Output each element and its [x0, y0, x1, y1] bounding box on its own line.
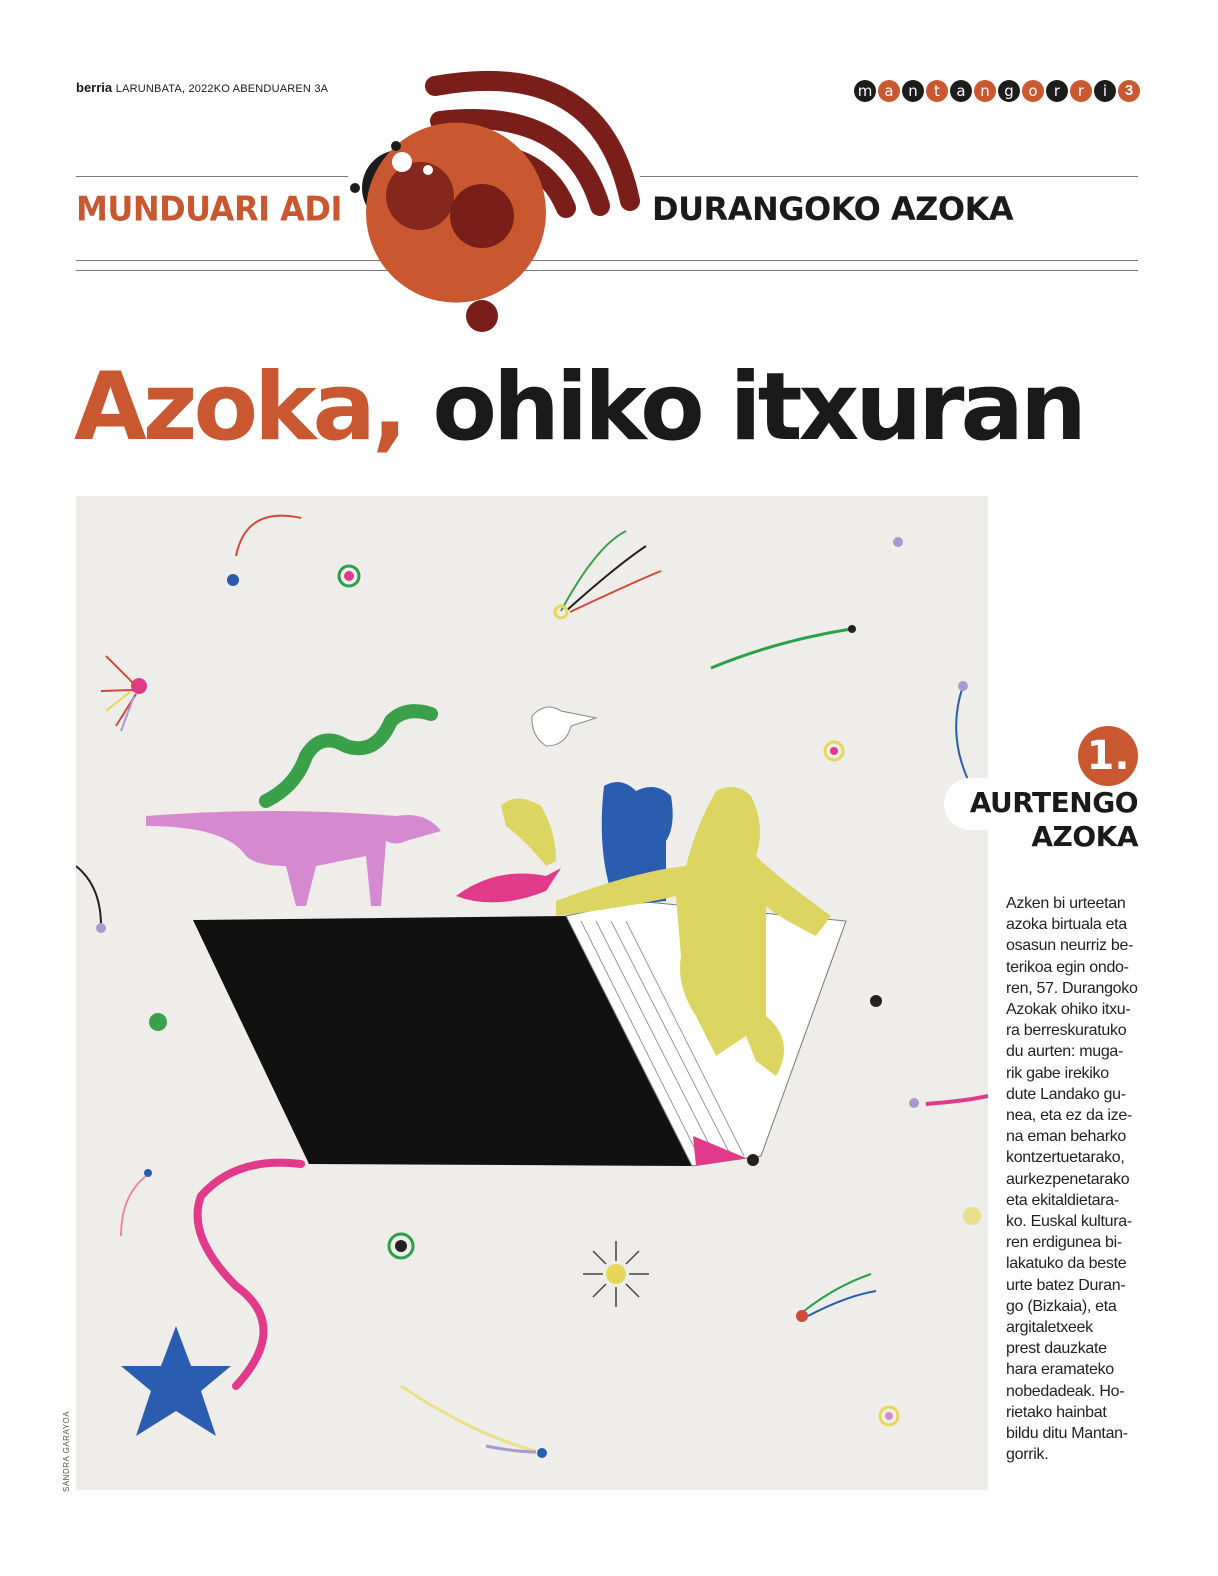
badge-letter: n [902, 80, 924, 102]
badge-letter: m [854, 80, 876, 102]
body-line: kontzertuetarako, [1006, 1149, 1125, 1167]
body-line: nobedadeak. Ho- [1006, 1382, 1125, 1400]
planet-signal-logo [340, 66, 640, 346]
item-number: 1. [1078, 726, 1138, 786]
body-line: prest dauzkate [1006, 1340, 1107, 1358]
page-number: 3 [1118, 80, 1140, 102]
masthead-line [76, 80, 328, 95]
sidebar-title [970, 786, 1138, 854]
badge-letter: a [878, 80, 900, 102]
section-label-left: MUNDUARI ADI [76, 189, 342, 229]
badge-letter: r [1046, 80, 1068, 102]
body-line: na eman beharko [1006, 1128, 1127, 1146]
brand-name: berria [76, 80, 113, 95]
body-line: ren, 57. Durangoko [1006, 979, 1138, 997]
body-line: ra berreskuratuko [1006, 1022, 1127, 1040]
headline-accent: Azoka, [74, 353, 404, 462]
article-body [1006, 893, 1142, 1465]
body-line: gorrik. [1006, 1446, 1049, 1464]
badge-letter: i [1094, 80, 1116, 102]
headline [74, 352, 1083, 465]
badge-letter: a [950, 80, 972, 102]
badge-letter: r [1070, 80, 1092, 102]
body-line: argitaletxeek [1006, 1319, 1093, 1337]
section-label-right: DURANGOKO AZOKA [652, 190, 1014, 228]
illustration-drawing [76, 496, 988, 1490]
divider [640, 176, 1138, 177]
badge-letter: o [1022, 80, 1044, 102]
body-line: du aurten: muga- [1006, 1043, 1124, 1061]
body-line: ren erdigunea bi- [1006, 1234, 1122, 1252]
body-line: rietako hainbat [1006, 1403, 1107, 1421]
body-line: rik gabe irekiko [1006, 1064, 1109, 1082]
sidebar-title-line: AZOKA [1031, 820, 1138, 853]
sidebar-title-line: AURTENGO [969, 786, 1138, 819]
body-line: terikoa egin ondo- [1006, 958, 1129, 976]
body-line: bildu ditu Mantan- [1006, 1425, 1128, 1443]
badge-letter: t [926, 80, 948, 102]
body-line: lakatuko da beste [1006, 1255, 1127, 1273]
book-illustration [76, 496, 988, 1490]
headline-rest: ohiko itxuran [403, 353, 1083, 462]
body-line: Azken bi urteetan [1006, 895, 1126, 912]
body-line: go (Bizkaia), eta [1006, 1297, 1117, 1315]
body-line: urte batez Duran- [1006, 1276, 1126, 1294]
illustration-credit: SANDRA GARAYOA [62, 1410, 71, 1492]
issue-date: LARUNBATA, 2022KO ABENDUAREN 3A [115, 83, 329, 95]
body-line: dute Landako gu- [1006, 1085, 1126, 1103]
body-line: hara eramateko [1006, 1361, 1114, 1379]
body-line: eta ekitaldietara- [1006, 1191, 1119, 1209]
badge-letter: n [974, 80, 996, 102]
badge-letter: g [998, 80, 1020, 102]
body-line: osasun neurriz be- [1006, 937, 1134, 955]
body-line: azoka birtuala eta [1006, 916, 1127, 934]
section-badges [854, 80, 1140, 102]
body-line: aurkezpenetarako [1006, 1170, 1130, 1188]
divider [76, 176, 348, 177]
body-line: ko. Euskal kultura- [1006, 1213, 1132, 1231]
body-line: nea, eta ez da ize- [1006, 1107, 1132, 1125]
body-line: Azokak ohiko itxu- [1006, 1001, 1131, 1019]
